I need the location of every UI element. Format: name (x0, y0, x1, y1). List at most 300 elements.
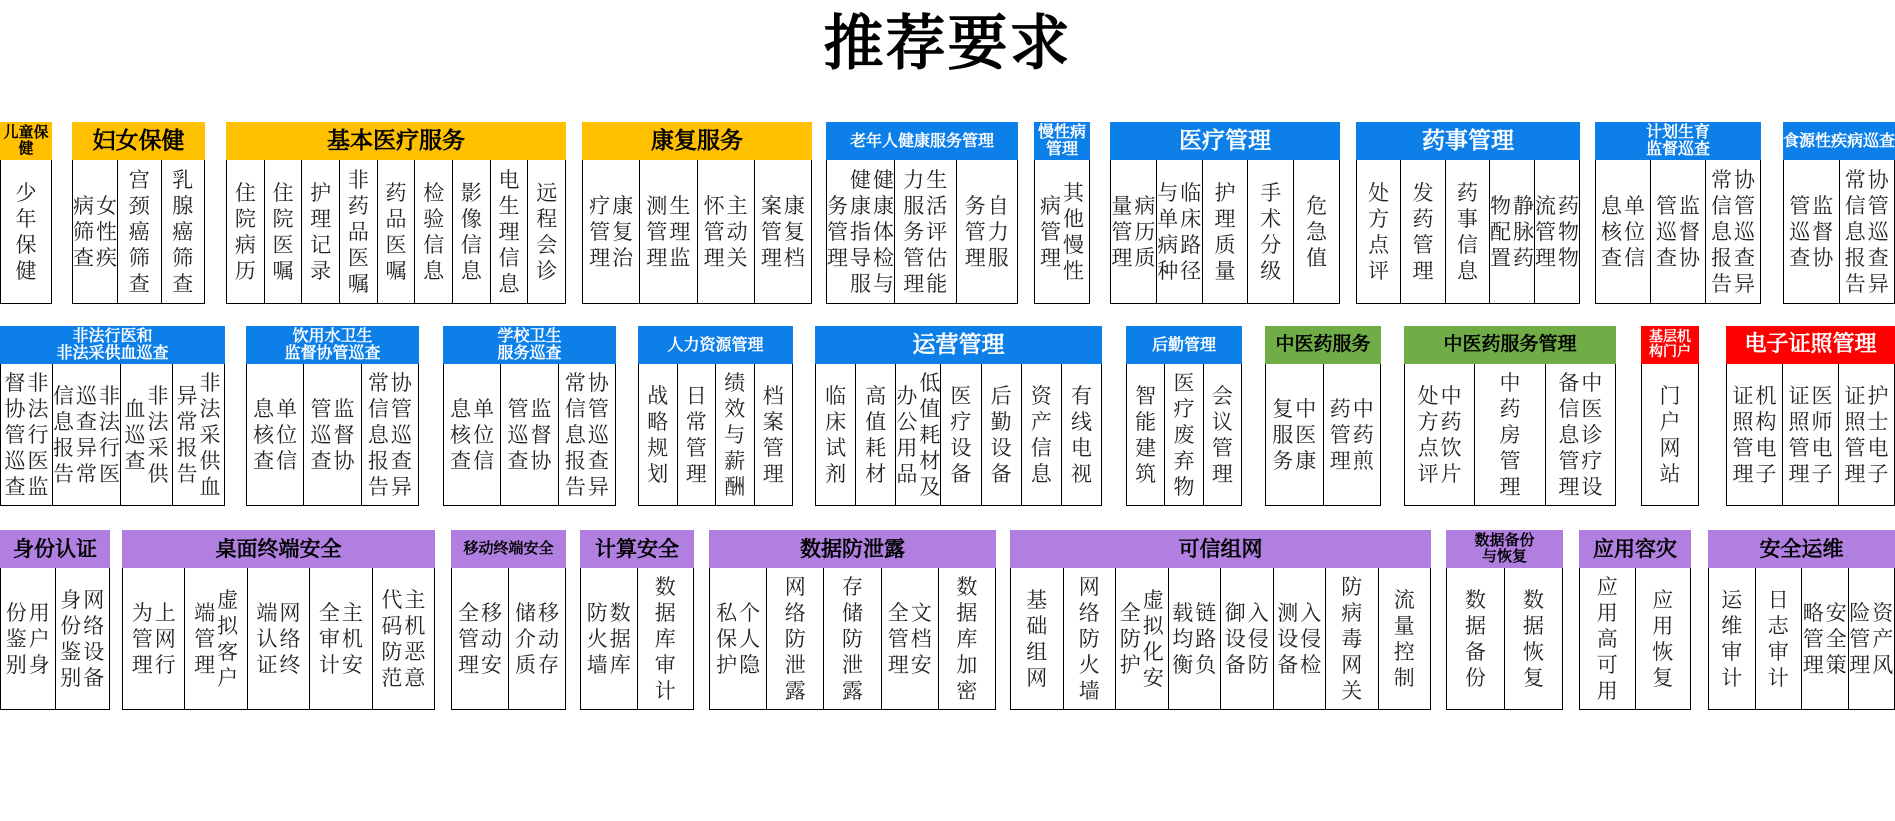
item-text-column: 防 火 墙 (586, 600, 608, 677)
item-text-column: 巡 查 异 常 (76, 383, 97, 486)
group-header: 运营管理 (815, 326, 1102, 364)
item-cell (121, 364, 173, 505)
item-text-column: 药 事 信 息 (1456, 180, 1478, 283)
item-text-column: 乳 腺 癌 筛 查 (172, 167, 194, 296)
item-cell (1756, 568, 1803, 709)
item-text-column: 自 力 服 (987, 193, 1009, 270)
group-body (451, 568, 566, 710)
item-text-column: 档 案 管 理 (762, 383, 784, 486)
item-cell (73, 160, 118, 303)
item-text-column: 高 值 耗 材 (865, 383, 887, 486)
item-cell (583, 160, 640, 303)
item-text-column: 宫 颈 癌 筛 查 (128, 167, 150, 296)
group-body (1356, 160, 1580, 304)
item-cell (1849, 568, 1895, 709)
group-body (1126, 364, 1242, 506)
group-body (1404, 364, 1616, 506)
item-text-column: 生 理 监 (669, 193, 691, 270)
item-text-column: 证 照 管 理 (1732, 383, 1754, 486)
item-cell (1111, 160, 1157, 303)
item-text-column: 临 床 试 剂 (825, 383, 847, 486)
item-cell (1204, 364, 1241, 505)
group-header: 安全运维 (1708, 530, 1895, 568)
group-body (0, 364, 225, 506)
item-text-column: 电 生 理 信 息 (498, 167, 520, 296)
item-cell (755, 160, 811, 303)
item-text-column: 略 管 理 (1802, 600, 1824, 677)
item-text-column: 载 均 衡 (1172, 600, 1194, 677)
item-cell (1062, 364, 1101, 505)
item-text-column: 协 管 巡 查 异 (1867, 167, 1889, 296)
item-text-column: 应 用 恢 复 (1652, 587, 1674, 690)
item-cell (452, 568, 509, 709)
item-text-column: 医 师 电 子 (1811, 383, 1833, 486)
item-cell (528, 160, 565, 303)
group-box (451, 530, 566, 710)
group-body (1446, 568, 1563, 710)
group-box (0, 530, 110, 710)
item-cell (1064, 568, 1117, 709)
item-text-column: 监 督 协 (1812, 193, 1834, 270)
item-cell (1326, 568, 1379, 709)
item-text-column: 移 动 存 (538, 600, 559, 677)
group-header: 药事管理 (1356, 122, 1580, 160)
item-cell (716, 364, 755, 505)
item-cell (1274, 568, 1327, 709)
item-cell (1221, 568, 1274, 709)
item-text-column: 息 核 查 (253, 396, 275, 473)
item-cell (941, 364, 981, 505)
item-cell (824, 568, 881, 709)
item-cell (1324, 364, 1381, 505)
group-box (1265, 326, 1381, 506)
item-text-column: 怀 管 理 (703, 193, 725, 270)
item-cell (939, 568, 995, 709)
item-text-column: 非 药 品 医 嘱 (347, 167, 369, 296)
item-text-column: 流 管 理 (1534, 193, 1556, 270)
group-box (1726, 326, 1895, 506)
item-cell (1446, 160, 1490, 303)
item-text-column: 康 复 档 (783, 193, 805, 270)
item-text-column: 康 复 治 (612, 193, 634, 270)
item-cell (1840, 160, 1895, 303)
item-text-column: 资 产 风 (1872, 600, 1894, 677)
item-cell (1580, 568, 1636, 709)
item-cell (896, 364, 941, 505)
group-box (638, 326, 793, 506)
group-box (226, 122, 566, 304)
item-cell (123, 568, 185, 709)
group-header: 计算安全 (580, 530, 694, 568)
item-text-column: 数 据 库 (609, 600, 631, 677)
item-text-column: 单 位 信 (1624, 193, 1645, 270)
item-text-column: 上 网 行 (154, 600, 176, 677)
group-header: 移动终端安全 (451, 530, 566, 568)
item-text-column: 代 码 防 范 (381, 587, 403, 690)
item-cell (304, 364, 361, 505)
item-text-column: 日 常 管 理 (685, 383, 707, 486)
item-text-column: 移 动 安 (481, 600, 502, 677)
item-cell (444, 364, 501, 505)
group-body (1641, 364, 1699, 506)
item-text-column: 非 法 行 医 (99, 383, 120, 486)
item-cell (185, 568, 247, 709)
item-text-column: 力 服 务 管 理 (903, 167, 925, 296)
item-text-column: 静 脉 药 (1512, 193, 1534, 270)
group-box (1034, 122, 1090, 304)
item-text-column: 监 督 协 (530, 396, 552, 473)
item-cell (302, 160, 340, 303)
item-text-column: 主 动 关 (726, 193, 748, 270)
item-text-column: 测 设 备 (1277, 600, 1299, 677)
group-body (72, 160, 205, 304)
item-text-column: 医 疗 废 弃 物 (1173, 370, 1195, 499)
item-text-column: 病 管 理 (1040, 193, 1061, 270)
item-text-column: 端 认 证 (256, 600, 278, 677)
item-text-column: 常 信 息 报 告 (1844, 167, 1866, 296)
item-cell (118, 160, 162, 303)
item-text-column: 影 像 信 息 (460, 180, 482, 283)
item-cell (1379, 568, 1431, 709)
item-cell (1157, 160, 1203, 303)
item-cell (415, 160, 453, 303)
item-text-column: 检 验 信 息 (423, 180, 445, 283)
item-text-column: 督 协 管 巡 查 (4, 370, 26, 499)
group-box (1356, 122, 1580, 304)
item-cell (340, 160, 378, 303)
group-box (1404, 326, 1616, 506)
item-text-column: 息 核 查 (1601, 193, 1622, 270)
item-text-column: 药 管 理 (1329, 396, 1351, 473)
group-box (1110, 122, 1340, 304)
item-text-column: 复 服 务 (1272, 396, 1294, 473)
item-cell (453, 160, 491, 303)
group-body (638, 364, 793, 506)
item-text-column: 少 年 保 健 (15, 180, 37, 283)
item-text-column: 运 维 审 计 (1721, 587, 1743, 690)
item-cell (755, 364, 793, 505)
item-text-column: 中 药 煎 (1352, 396, 1374, 473)
item-cell (1294, 160, 1339, 303)
group-body (246, 364, 419, 506)
item-text-column: 中 药 饮 片 (1440, 383, 1462, 486)
item-text-column: 网 络 终 (279, 600, 301, 677)
item-text-column: 低 值 耗 材 及 (919, 370, 941, 499)
group-body (1783, 160, 1895, 304)
item-cell (1546, 364, 1615, 505)
group-header: 医疗管理 (1110, 122, 1340, 160)
item-cell (1, 364, 53, 505)
group-header: 老年人健康服务管理 (826, 122, 1018, 160)
item-text-column: 护 士 电 子 (1867, 383, 1889, 486)
item-text-column: 护 理 记 录 (310, 180, 332, 283)
item-text-column: 备 信 息 管 理 (1558, 370, 1580, 499)
item-cell (53, 364, 121, 505)
item-cell (1165, 364, 1203, 505)
item-text-column: 全 管 理 (458, 600, 479, 677)
item-text-column: 物 配 置 (1489, 193, 1511, 270)
item-text-column: 务 管 理 (964, 193, 986, 270)
item-text-column: 网 络 防 火 墙 (1078, 574, 1100, 703)
item-cell (1709, 568, 1756, 709)
item-text-column: 发 药 管 理 (1412, 180, 1434, 283)
item-text-column: 常 信 息 报 告 (367, 370, 389, 499)
item-cell (1783, 364, 1839, 505)
item-text-column: 智 能 建 筑 (1135, 383, 1157, 486)
item-text-column: 安 全 策 (1825, 600, 1847, 677)
item-cell (856, 364, 896, 505)
group-box (72, 122, 205, 304)
group-box (1641, 326, 1699, 506)
group-header: 饮用水卫生 监督协管巡查 (246, 326, 419, 364)
item-cell (678, 364, 717, 505)
item-cell (1, 160, 51, 303)
item-text-column: 血 巡 查 (124, 396, 146, 473)
item-cell (1, 568, 56, 709)
item-cell (491, 160, 529, 303)
item-text-column: 护 理 质 量 (1214, 180, 1236, 283)
item-text-column: 全 防 护 (1119, 600, 1141, 677)
group-body (122, 568, 435, 710)
item-text-column: 虚 拟 客 户 (217, 587, 239, 690)
item-text-column: 生 活 评 估 能 (926, 167, 948, 296)
item-text-column: 身 份 鉴 别 (60, 587, 82, 690)
item-cell (1022, 364, 1062, 505)
item-text-column: 基 础 组 网 (1026, 587, 1048, 690)
group-header: 学校卫生 服务巡查 (443, 326, 616, 364)
group-body (1265, 364, 1381, 506)
item-text-column: 与 单 病 种 (1157, 180, 1179, 283)
group-body (1110, 160, 1340, 304)
item-text-column: 数 据 库 审 计 (654, 574, 676, 703)
item-text-column: 医 疗 设 备 (950, 383, 972, 486)
item-cell (1651, 160, 1706, 303)
item-text-column: 监 督 协 (333, 396, 355, 473)
group-box (1783, 122, 1895, 304)
item-cell (1706, 160, 1760, 303)
item-cell (1035, 160, 1089, 303)
group-header: 桌面终端安全 (122, 530, 435, 568)
item-cell (56, 568, 110, 709)
item-cell (1011, 568, 1064, 709)
group-body (0, 568, 110, 710)
item-text-column: 协 管 巡 查 异 (1734, 167, 1755, 296)
item-cell (1357, 160, 1401, 303)
item-text-column: 存 储 防 泄 露 (842, 574, 863, 703)
item-text-column: 防 病 毒 网 关 (1341, 574, 1363, 703)
group-body (709, 568, 996, 710)
item-text-column: 协 管 巡 查 异 (587, 370, 609, 499)
item-cell (1116, 568, 1169, 709)
item-text-column: 单 位 信 (276, 396, 298, 473)
item-cell (559, 364, 615, 505)
item-text-column: 药 品 医 嘱 (385, 180, 407, 283)
item-text-column: 息 核 查 (450, 396, 472, 473)
item-text-column: 手 术 分 级 (1260, 180, 1282, 283)
item-cell (1203, 160, 1249, 303)
group-body (226, 160, 566, 304)
group-body (1579, 568, 1691, 710)
item-text-column: 住 院 医 嘱 (272, 180, 294, 283)
item-text-column: 险 管 理 (1849, 600, 1871, 677)
group-body (1034, 160, 1090, 304)
item-cell (1447, 568, 1505, 709)
item-cell (248, 568, 310, 709)
group-box (246, 326, 419, 506)
group-body (1726, 364, 1895, 506)
item-cell (895, 160, 957, 303)
group-body (0, 160, 52, 304)
item-text-column: 危 急 值 (1306, 193, 1328, 270)
group-body (1708, 568, 1895, 710)
item-cell (1490, 160, 1535, 303)
group-header: 非法行医和 非法采供血巡查 (0, 326, 225, 364)
item-text-column: 全 管 理 (887, 600, 909, 677)
item-cell (310, 568, 372, 709)
item-text-column: 协 管 巡 查 异 (390, 370, 412, 499)
item-text-column: 办 公 用 品 (896, 383, 918, 486)
group-body (582, 160, 812, 304)
item-text-column: 网 络 设 备 (83, 587, 105, 690)
item-text-column: 应 用 高 可 用 (1596, 574, 1618, 703)
item-cell (1636, 568, 1691, 709)
item-text-column: 主 机 恶 意 (404, 587, 426, 690)
item-cell (173, 364, 224, 505)
group-header: 计划生育 监督巡查 (1595, 122, 1761, 160)
item-text-column: 远 程 会 诊 (536, 180, 558, 283)
item-text-column: 网 络 防 泄 露 (784, 574, 806, 703)
item-cell (227, 160, 265, 303)
item-text-column: 药 物 物 (1557, 193, 1579, 270)
group-box (443, 326, 616, 506)
item-text-column: 门 户 网 站 (1659, 383, 1681, 486)
item-cell (1784, 160, 1840, 303)
group-header: 数据备份 与恢复 (1446, 530, 1563, 568)
item-text-column: 管 巡 查 (1656, 193, 1677, 270)
item-text-column: 入 侵 防 (1247, 600, 1269, 677)
group-box (709, 530, 996, 710)
item-cell (1505, 568, 1562, 709)
item-text-column: 监 督 协 (1679, 193, 1700, 270)
item-text-column: 中 药 房 管 理 (1499, 370, 1521, 499)
item-text-column: 后 勤 设 备 (990, 383, 1012, 486)
item-text-column: 个 人 隐 (739, 600, 761, 677)
group-body (580, 568, 694, 710)
item-text-column: 为 管 理 (131, 600, 153, 677)
item-cell (1475, 364, 1545, 505)
group-box (582, 122, 812, 304)
item-text-column: 处 方 点 评 (1417, 383, 1439, 486)
item-text-column: 健 康 体 检 与 (873, 167, 894, 296)
group-header: 中医药服务管理 (1404, 326, 1616, 364)
item-text-column: 用 户 身 (28, 600, 50, 677)
item-text-column: 主 机 安 (341, 600, 363, 677)
group-header: 基层机 构门户 (1641, 326, 1699, 364)
item-cell (1127, 364, 1165, 505)
item-cell (1642, 364, 1698, 505)
item-text-column: 虚 拟 化 安 (1142, 587, 1164, 690)
item-text-column: 异 常 报 告 (176, 383, 198, 486)
item-text-column: 链 路 负 (1195, 600, 1217, 677)
item-text-column: 日 志 审 计 (1767, 587, 1789, 690)
item-text-column: 病 历 质 (1134, 193, 1156, 270)
group-header: 基本医疗服务 (226, 122, 566, 160)
group-box (580, 530, 694, 710)
group-box (122, 530, 435, 710)
item-text-column: 私 保 护 (716, 600, 738, 677)
item-text-column: 量 管 理 (1111, 193, 1133, 270)
group-box (0, 326, 225, 506)
item-text-column: 数 据 备 份 (1465, 587, 1486, 690)
page-title: 推荐要求 (823, 9, 1072, 79)
group-header: 食源性疾病巡查 (1783, 122, 1895, 160)
group-box (815, 326, 1102, 506)
item-text-column: 务 管 理 (827, 193, 848, 270)
item-cell (1839, 364, 1894, 505)
item-text-column: 战 略 规 划 (647, 383, 669, 486)
item-cell (816, 364, 856, 505)
item-cell (710, 568, 767, 709)
group-header: 儿童保健 (0, 122, 52, 160)
item-text-column: 绩 效 与 薪 酬 (724, 370, 746, 499)
item-cell (982, 364, 1022, 505)
item-text-column: 处 方 点 评 (1368, 180, 1390, 283)
item-cell (638, 568, 694, 709)
item-text-column: 非 法 采 供 (147, 383, 169, 486)
group-header: 慢性病 管理 (1034, 122, 1090, 160)
item-cell (1727, 364, 1783, 505)
item-text-column: 储 介 质 (515, 600, 536, 677)
item-cell (827, 160, 895, 303)
item-text-column: 疗 管 理 (589, 193, 611, 270)
group-header: 身份认证 (0, 530, 110, 568)
group-box (1579, 530, 1691, 710)
item-text-column: 女 性 疾 (96, 193, 117, 270)
item-text-column: 证 照 管 理 (1788, 383, 1810, 486)
item-text-column: 会 议 管 理 (1211, 383, 1233, 486)
item-cell (1535, 160, 1579, 303)
item-cell (1802, 568, 1849, 709)
item-text-column: 病 筛 查 (73, 193, 94, 270)
group-box (1010, 530, 1431, 710)
item-text-column: 管 巡 查 (1789, 193, 1811, 270)
item-text-column: 数 据 库 加 密 (956, 574, 978, 703)
group-box (1708, 530, 1895, 710)
item-cell (698, 160, 755, 303)
item-text-column: 证 照 管 理 (1844, 383, 1866, 486)
item-cell (957, 160, 1018, 303)
item-text-column: 测 管 理 (646, 193, 668, 270)
group-box (1126, 326, 1242, 506)
item-text-column: 管 巡 查 (507, 396, 529, 473)
item-text-column: 流 量 控 制 (1393, 587, 1415, 690)
item-text-column: 常 信 息 报 告 (1711, 167, 1732, 296)
item-text-column: 非 法 采 供 血 (199, 370, 221, 499)
item-text-column: 份 鉴 别 (5, 600, 27, 677)
group-box (1595, 122, 1761, 304)
group-box (0, 122, 52, 304)
item-text-column: 资 产 信 息 (1030, 383, 1052, 486)
group-header: 妇女保健 (72, 122, 205, 160)
group-header: 应用容灾 (1579, 530, 1691, 568)
group-body (1010, 568, 1431, 710)
item-text-column: 单 位 信 (473, 396, 495, 473)
item-cell (1169, 568, 1222, 709)
item-cell (373, 568, 434, 709)
group-header: 中医药服务 (1265, 326, 1381, 364)
item-text-column: 数 据 恢 复 (1523, 587, 1544, 690)
item-cell (162, 160, 205, 303)
